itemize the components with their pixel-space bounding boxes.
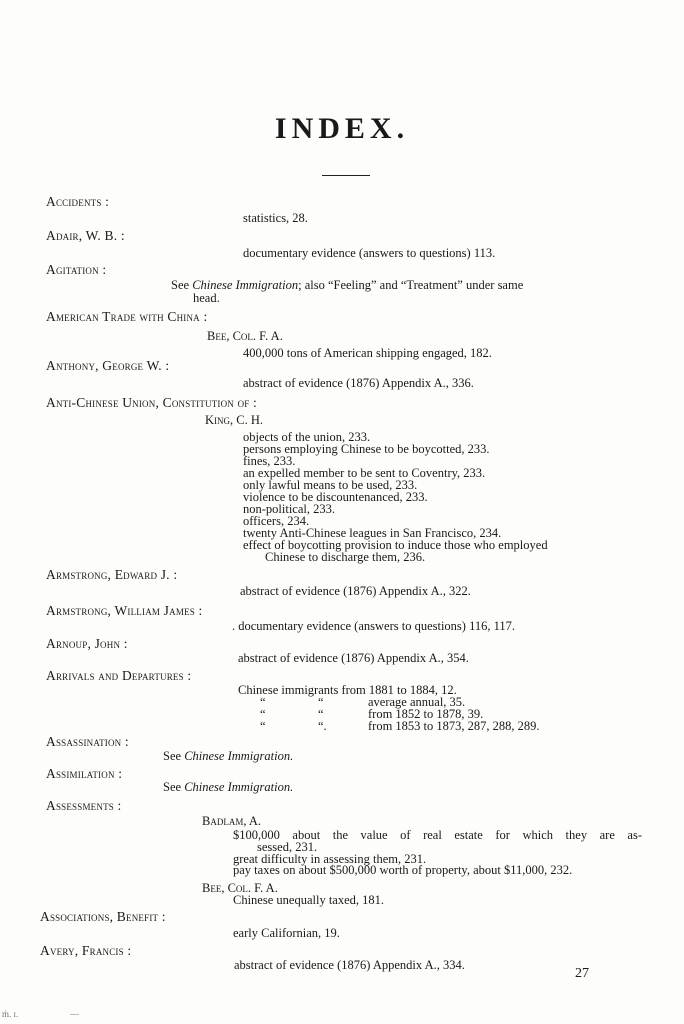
entry-heading-armstrong-edward: Armstrong, Edward J. :	[46, 567, 178, 582]
entry-heading-arnoup: Arnoup, John :	[46, 636, 128, 651]
entry-heading-arrivals: Arrivals and Departures :	[46, 668, 192, 683]
entry-line: an expelled member to be sent to Coventry, 233.	[243, 466, 486, 480]
entry-line: from 1852 to 1878, 39.	[368, 707, 484, 721]
ditto-mark: “	[318, 707, 324, 721]
entry-line: . documentary evidence (answers to questions) 116, 117.	[232, 619, 516, 633]
entry-line: early Californian, 19.	[233, 926, 340, 940]
entry-line: persons employing Chinese to be boycotted, 233.	[243, 442, 490, 456]
entry-heading-armstrong-william: Armstrong, William James :	[46, 603, 203, 618]
entry-line: 400,000 tons of American shipping engaged, 182.	[243, 346, 492, 360]
entry-line: documentary evidence (answers to questions) 113.	[243, 246, 496, 260]
entry-heading-assessments: Assessments :	[46, 798, 122, 813]
entry-line: officers, 234.	[243, 514, 310, 528]
entry-line: pay taxes on about $500,000 worth of property, about $11,000, 232.	[233, 863, 573, 877]
reference-link: Chinese Immigration	[192, 278, 299, 292]
entry-line: abstract of evidence (1876) Appendix A., 336.	[243, 376, 474, 390]
ditto-mark: “	[318, 695, 324, 709]
entry-heading-accidents: Accidents :	[46, 194, 110, 209]
entry-line: great difficulty in assessing them, 231.	[233, 852, 427, 866]
sub-entry-name: Bee, Col. F. A.	[202, 881, 278, 895]
scan-artifact: —	[70, 1009, 79, 1019]
entry-line: abstract of evidence (1876) Appendix A., 354.	[238, 651, 469, 665]
entry-line: $100,000 about the value of real estate for which they are as-	[233, 828, 642, 842]
ditto-mark: “	[260, 695, 266, 709]
entry-line: Chinese unequally taxed, 181.	[233, 893, 385, 907]
title-rule	[322, 175, 370, 176]
scan-artifact: ṁ. ɪ.	[2, 1009, 19, 1019]
see-reference-line	[163, 780, 293, 795]
ditto-mark: “.	[318, 719, 327, 733]
reference-text: ; also “Feeling” and “Treatment” under same	[298, 278, 524, 292]
see-reference-line	[163, 749, 293, 764]
see-label: See	[163, 749, 182, 763]
entry-line: only lawful means to be used, 233.	[243, 478, 418, 492]
page-number: 27	[575, 966, 589, 981]
entry-line: objects of the union, 233.	[243, 430, 371, 444]
reference-link: Chinese Immigration.	[184, 780, 294, 794]
entry-line: Chinese immigrants from 1881 to 1884, 12.	[238, 683, 457, 697]
entry-line: twenty Anti-Chinese leagues in San Francisco, 234.	[243, 526, 502, 540]
sub-entry-name: King, C. H.	[205, 413, 264, 427]
entry-heading-anthony: Anthony, George W. :	[46, 358, 170, 373]
ditto-mark: “	[260, 707, 266, 721]
page-title: INDEX.	[274, 112, 410, 145]
entry-line: abstract of evidence (1876) Appendix A., 334.	[234, 958, 465, 972]
entry-line: statistics, 28.	[243, 211, 308, 225]
entry-line: abstract of evidence (1876) Appendix A., 322.	[240, 584, 471, 598]
entry-line: from 1853 to 1873, 287, 288, 289.	[368, 719, 540, 733]
entry-heading-associations: Associations, Benefit :	[40, 909, 166, 924]
entry-heading-adair: Adair, W. B. :	[46, 228, 125, 243]
reference-link: Chinese Immigration.	[184, 749, 294, 763]
sub-entry-name: Bee, Col. F. A.	[207, 329, 283, 343]
entry-line: head.	[193, 291, 220, 305]
entry-line: fines, 233.	[243, 454, 296, 468]
see-label: See	[171, 278, 190, 292]
entry-heading-american-trade: American Trade with China :	[46, 309, 208, 324]
entry-line: sessed, 231.	[257, 840, 318, 854]
entry-line: average annual, 35.	[368, 695, 466, 709]
entry-line: violence to be discountenanced, 233.	[243, 490, 428, 504]
sub-entry-name: Badlam, A.	[202, 814, 262, 828]
entry-heading-avery: Avery, Francis :	[40, 943, 132, 958]
entry-line: effect of boycotting provision to induce those who employed	[243, 538, 548, 552]
see-reference-line	[171, 278, 523, 293]
see-label: See	[163, 780, 182, 794]
entry-line: Chinese to discharge them, 236.	[265, 550, 426, 564]
entry-line: non-political, 233.	[243, 502, 335, 516]
entry-heading-anti-chinese-union: Anti-Chinese Union, Constitution of :	[46, 395, 258, 410]
ditto-mark: “	[260, 719, 266, 733]
entry-heading-agitation: Agitation :	[46, 262, 107, 277]
entry-heading-assassination: Assassination :	[46, 734, 129, 749]
entry-heading-assimilation: Assimilation :	[46, 766, 123, 781]
